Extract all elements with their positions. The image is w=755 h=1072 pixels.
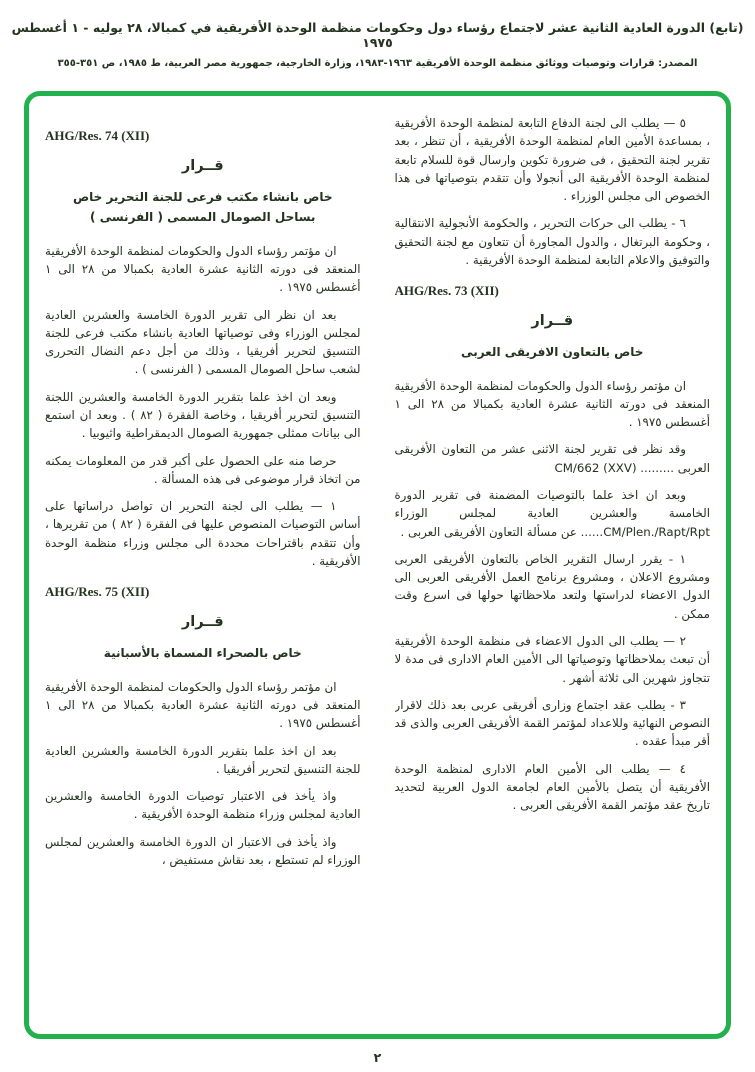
resolution-subtitle: خاص بالتعاون الافريقى العربى — [461, 345, 644, 360]
paragraph: ان مؤتمر رؤساء الدول والحكومات لمنظمة الوحدة الأفريقية المنعقد فى دورته الثانية عشرة العادية بكمبالا من ٢٨ الى ١ أغسطس ١٩٧٥ . — [45, 243, 361, 295]
header-line-1: (تابع) الدورة العادية الثانية عشر لاجتماع رؤساء دول وحكومات منظمة الوحدة الأفريقية في كمبالا، ٢٨ يوليه - ١ أغسطس ١٩٧٥ — [11, 20, 744, 50]
page-header — [0, 0, 755, 69]
paragraph: ٦ - يطلب الى حركات التحرير ، والحكومة الأنجولية الانتقالية ، وحكومة البرتغال ، والدول المجاورة أن تتعاون مع لجنة التحقيق والتوفيق والاعلام التابعة لمنظمة الوحدة الأفريقية . — [394, 216, 710, 267]
paragraph: ٥ — يطلب الى لجنة الدفاع التابعة لمنظمة الوحدة الأفريقية ، بمساعدة الأمين العام لمنظمة الوحدة الأفريقية ، أن تنظر ، بعد تقرير لجنة التحقيق ، فى ضرورة تكوين وارسال قوة للسلام تابعة لمنظمة الوحدة الأفريقية الى أنجولا وأن تتقدم بتوصياتها فى هذا الخصوص الى مجلس الوزراء . — [394, 116, 710, 204]
paragraph: ان مؤتمر رؤساء الدول والحكومات لمنظمة الوحدة الأفريقية المنعقد فى دورته الثانية عشرة العادية بكمبالا من ٢٨ الى ١ أغسطس ١٩٧٥ . — [45, 679, 361, 731]
paragraph: وبعد ان اخذ علما بتقرير الدورة الخامسة والعشرين اللجنة التنسيق لتحرير أفريقيا ، وخاصة الفقرة ( ٨٢ ) . وبعد ان استمع الى بيانات ممثلى جمهورية الصومال الديمقراطية واثيوبيا . — [45, 389, 361, 441]
left-column — [45, 114, 361, 1024]
resolution-code: AHG/Res. 73 (XII) — [394, 283, 499, 299]
two-column-layout — [45, 114, 710, 1024]
paragraph: ان مؤتمر رؤساء الدول والحكومات لمنظمة الوحدة الأفريقية المنعقد فى دورته الثانية عشرة العادية بكمبالا من ٢٨ الى ١ أغسطس ١٩٧٥ . — [394, 378, 710, 430]
resolution-title: قــرار — [181, 158, 224, 174]
paragraph: ٢ — يطلب الى الدول الاعضاء فى منظمة الوحدة الأفريقية أن تبعث بملاحظاتها وتوصياتها الى الأمين العام الادارى فى مدة لا تتجاوز شهرين الى ثلاثة أشهر . — [394, 634, 710, 685]
resolution-subtitle: خاص بالصحراء المسماة بالأسبانية — [103, 646, 302, 661]
page-footer — [0, 1047, 755, 1066]
green-border-frame — [24, 91, 731, 1039]
resolution-code: AHG/Res. 75 (XII) — [45, 584, 150, 600]
paragraph: وبعد ان اخذ علما بالتوصيات المضمنة فى تقرير الدورة الخامسة والعشرين العادية لمجلس الوزراء CM/Plen./Rapt/Rpt...... عن مسألة التعاون الأفريقى العربى . — [394, 488, 710, 539]
page-number: ٢ — [373, 1050, 382, 1065]
paragraph: حرصا منه على الحصول على أكبر قدر من المعلومات يمكنه من اتخاذ قرار موضوعى فى هذه المسألة . — [45, 453, 361, 486]
header-line-2: المصدر: قرارات وتوصيات ووثائق منظمة الوحدة الأفريقية ١٩٦٣-١٩٨٣، وزارة الخارجية، جمهورية مصر العربية، ط ١٩٨٥، ص ٣٥١-٣٥٥ — [57, 58, 698, 69]
right-column — [395, 114, 711, 1024]
resolution-title: قــرار — [531, 313, 574, 330]
paragraph: واذ يأخذ فى الاعتبار توصيات الدورة الخامسة والعشرين العادية لمجلس وزراء منظمة الوحدة الأفريقية . — [45, 789, 361, 822]
paragraph: بعد ان اخذ علما بتقرير الدورة الخامسة والعشرين العادية للجنة التنسيق لتحرير أفريقيا . — [45, 743, 361, 776]
resolution-subtitle: خاص بانشاء مكتب فرعى للجنة التحرير خاص بساحل الصومال المسمى ( الفرنسى ) — [72, 190, 333, 225]
paragraph: ٤ — يطلب الى الأمين العام الادارى لمنظمة الوحدة الأفريقية أن يتصل بالأمين العام لجامعة الدول العربية لتحديد تاريخ عقد مؤتمر القمة الأفريقى العربى . — [394, 761, 710, 813]
paragraph: ٣ - يطلب عقد اجتماع وزارى أفريقى عربى بعد ذلك لاقرار النصوص النهائية وللاعداد لمؤتمر القمة الأفريقى العربى والذى قد أقر مبدأ عقده . — [394, 697, 710, 749]
resolution-title: قــرار — [181, 614, 224, 631]
paragraph: واذ يأخذ فى الاعتبار ان الدورة الخامسة والعشرين لمجلس الوزراء لم تستطع ، بعد نقاش مستفيض ، — [45, 834, 361, 867]
paragraph: وقد نظر فى تقرير لجنة الاثنى عشر من التعاون الأفريقى العربى ......... CM/662 (XXV) — [394, 442, 710, 475]
paragraph: بعد ان نظر الى تقرير الدورة الخامسة والعشرين العادية لمجلس الوزراء وفى توصياتها العادية بانشاء مكتب فرعى للجنة التنسيق لتحرير أفريقيا ، وذلك من أجل دعم النضال التحررى لشعب ساحل الصومال المسمى ( الفرنسى ) . — [45, 307, 361, 377]
paragraph: ١ - يقرر ارسال التقرير الخاص بالتعاون الأفريقى العربى ومشروع الاعلان ، ومشروع برنامج العمل الأفريقى العربى الى الدول الاعضاء لدراستها ولتعد ملاحظاتها حولها فى اسرع وقت ممكن . — [394, 551, 710, 621]
resolution-code: AHG/Res. 74 (XII) — [45, 128, 150, 143]
paragraph: ١ — يطلب الى لجنة التحرير ان تواصل دراساتها على أساس التوصيات المنصوص عليها فى الفقرة ( ٨٢ ) من تقريرها ، وأن تتقدم باقتراحات محددة الى مجلس وزراء منظمة الوحدة الأفريقية . — [45, 499, 361, 568]
